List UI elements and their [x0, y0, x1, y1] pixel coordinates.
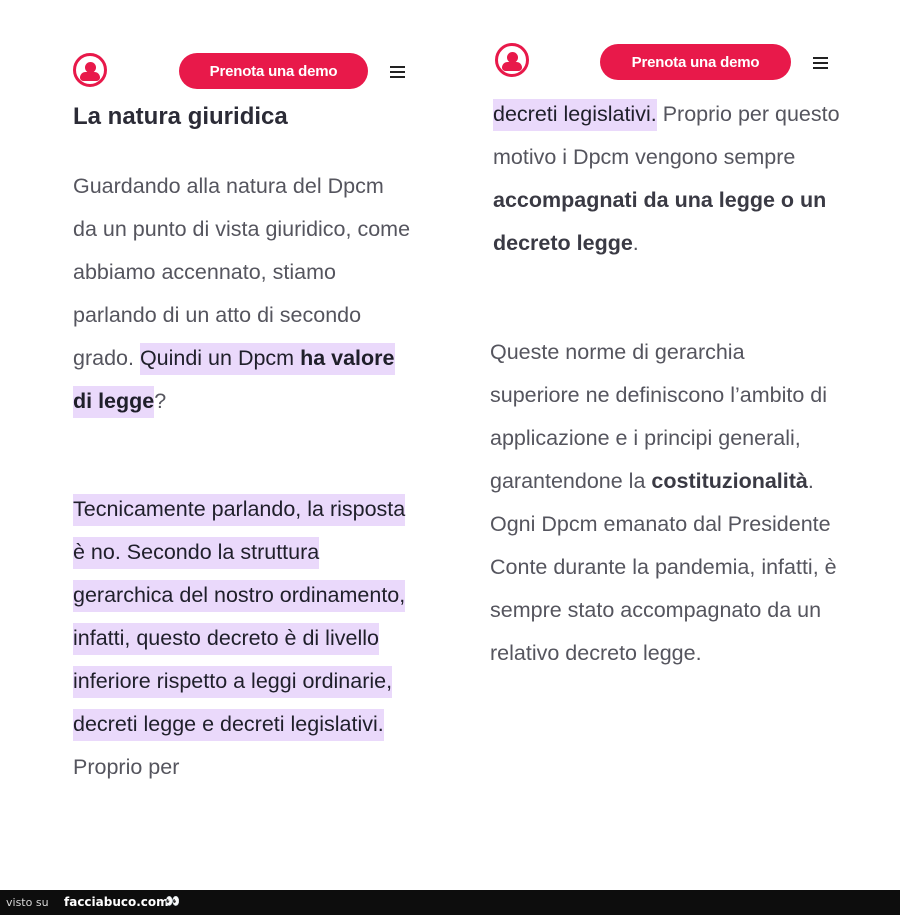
highlighted-continuation: decreti legislativi.	[493, 99, 657, 131]
paragraph-intro: Guardando alla natura del Dpcm da un punto di vista giuridico, come abbiamo accennato, stiamo parlando di un atto di secondo grado. Quindi un Dpcm ha valore di legge?	[73, 165, 413, 423]
book-demo-button[interactable]: Prenota una demo	[600, 44, 791, 80]
hamburger-menu-icon[interactable]	[813, 57, 828, 69]
user-circle-icon[interactable]	[495, 43, 529, 77]
bold-phrase: accompagnati da una legge o un decreto legge	[493, 188, 827, 255]
watermark-bar	[0, 890, 900, 915]
intro-text: Guardando alla natura del Dpcm da un punto di vista giuridico, come abbiamo accennato, stiamo parlando di un atto di secondo grado.	[73, 174, 411, 370]
continuation-text: Proprio per	[73, 755, 180, 779]
paragraph-continued: decreti legislativi. Proprio per questo motivo i Dpcm vengono sempre accompagnati da una legge o un decreto legge.	[493, 93, 843, 265]
eyes-icon: 👀	[165, 894, 178, 908]
book-demo-button[interactable]: Prenota una demo	[179, 53, 368, 89]
watermark-prefix: visto su	[6, 896, 49, 909]
user-circle-icon[interactable]	[73, 53, 107, 87]
hamburger-menu-icon[interactable]	[390, 66, 405, 78]
bold-term: costituzionalità	[651, 469, 808, 493]
watermark-site: facciabuco.com	[64, 895, 169, 909]
paragraph-answer	[73, 488, 413, 789]
section-heading: La natura giuridica	[73, 103, 288, 130]
highlighted-question: Quindi un Dpcm ha valore di legge	[73, 343, 395, 418]
highlighted-answer: Tecnicamente parlando, la risposta è no. Secondo la struttura gerarchica del nostro ordinamento, infatti, questo decreto è di livello inferiore rispetto a leggi ordinarie, decreti legge e decreti legislativi.	[73, 494, 405, 741]
paragraph-hierarchy: Queste norme di gerarchia superiore ne definiscono l’ambito di applicazione e i principi generali, garantendone la costituzionalità. Ogni Dpcm emanato dal Presidente Conte durante la pandemia, infatti, è sempre stato accompagnato da un relativo decreto legge.	[490, 340, 837, 665]
